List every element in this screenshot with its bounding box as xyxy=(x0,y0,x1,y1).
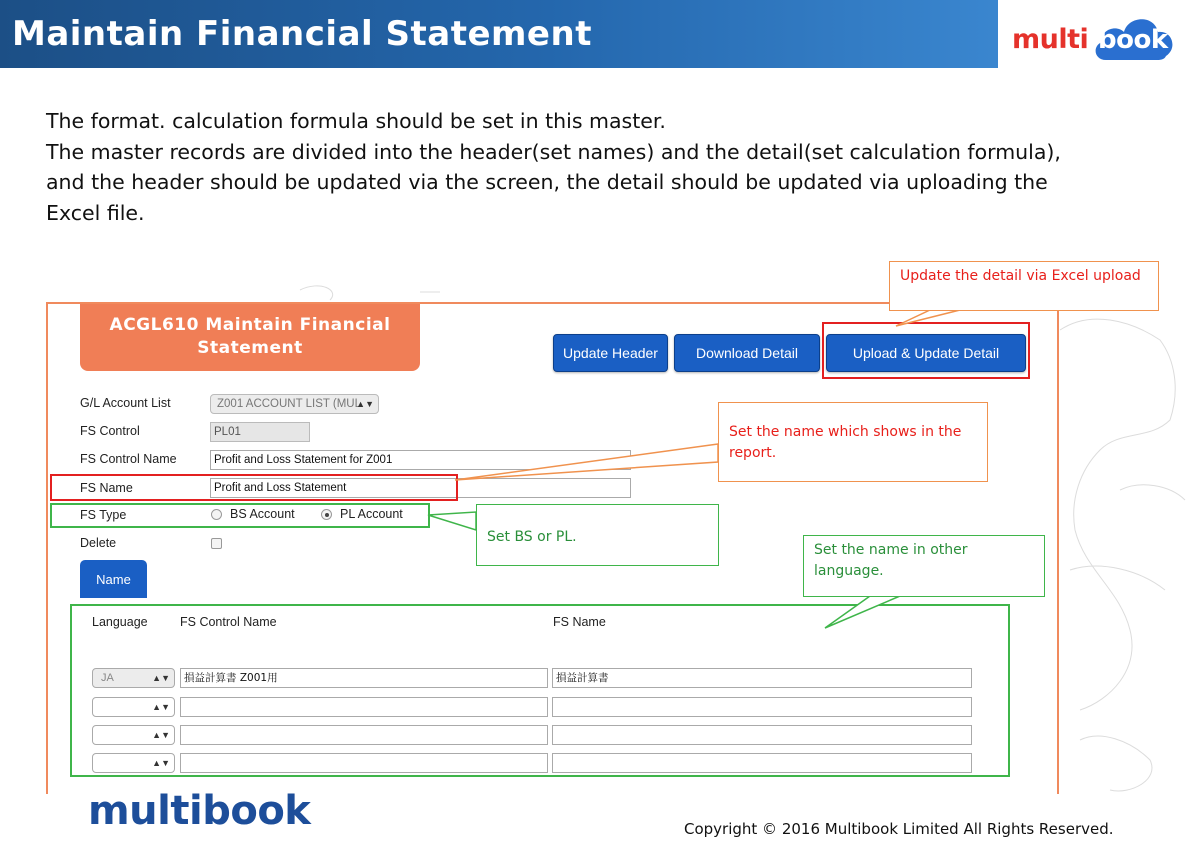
fs-type-callout: Set BS or PL. xyxy=(476,504,719,566)
tab-name[interactable]: Name xyxy=(80,560,147,598)
intro-text xyxy=(46,106,1156,228)
fs-control-name-label: FS Control Name xyxy=(80,452,177,466)
screen-title xyxy=(92,314,408,360)
footer-logo: multibook xyxy=(88,788,311,834)
fs-control-name-column-header: FS Control Name xyxy=(180,615,277,629)
upload-callout: Update the detail via Excel upload xyxy=(889,261,1159,311)
download-detail-button[interactable]: Download Detail xyxy=(674,334,820,372)
screen-title-line: Statement xyxy=(197,338,303,358)
copyright-text: Copyright © 2016 Multibook Limited All Rights Reserved. xyxy=(684,820,1114,838)
updown-arrow-icon: ▲▼ xyxy=(152,702,170,712)
updown-arrow-icon: ▲▼ xyxy=(152,730,170,740)
fs-control-label: FS Control xyxy=(80,424,140,438)
updown-arrow-icon: ▲▼ xyxy=(356,399,374,409)
update-header-button[interactable]: Update Header xyxy=(553,334,668,372)
updown-arrow-icon: ▲▼ xyxy=(152,673,170,683)
multibook-logo xyxy=(1012,12,1180,68)
slide-title: Maintain Financial Statement xyxy=(12,14,592,54)
fs-control-name-cell[interactable]: 損益計算書 Z001用 xyxy=(180,668,548,688)
logo-text-multi: multi xyxy=(1012,24,1089,55)
gl-account-list-select[interactable] xyxy=(210,394,379,414)
intro-line: The format. calculation formula should be set in this master. xyxy=(46,109,666,133)
fs-type-highlight xyxy=(50,503,430,528)
intro-line: The master records are divided into the header(set names) and the detail(set calculation formula), xyxy=(46,139,1061,164)
pl-account-radio-label: PL Account xyxy=(340,507,403,521)
fs-name-callout: Set the name which shows in the report. xyxy=(718,402,988,482)
language-column-header: Language xyxy=(92,615,148,629)
name-table-highlight xyxy=(70,604,1010,777)
gl-account-list-label: G/L Account List xyxy=(80,396,171,410)
bs-account-radio-label: BS Account xyxy=(230,507,295,521)
fs-type-label: FS Type xyxy=(80,508,127,522)
fs-control-field[interactable]: PL01 xyxy=(210,422,310,442)
title-banner xyxy=(0,0,998,68)
gl-account-list-value: Z001 ACCOUNT LIST (MUL xyxy=(217,398,362,410)
updown-arrow-icon: ▲▼ xyxy=(152,758,170,768)
upload-update-detail-button[interactable]: Upload & Update Detail xyxy=(826,334,1026,372)
language-value: JA xyxy=(101,672,114,684)
other-language-callout: Set the name in other language. xyxy=(803,535,1045,597)
fs-control-name-field[interactable]: Profit and Loss Statement for Z001 xyxy=(210,450,631,470)
intro-line: and the header should be updated via the screen, the detail should be updated via uploading the xyxy=(46,170,1048,194)
fs-name-cell[interactable]: 損益計算書 xyxy=(552,668,972,688)
logo-text-book: book xyxy=(1098,25,1168,55)
fs-name-field[interactable]: Profit and Loss Statement xyxy=(210,478,631,498)
fs-name-column-header: FS Name xyxy=(553,615,606,629)
fs-name-highlight xyxy=(50,474,458,501)
delete-label: Delete xyxy=(80,536,117,550)
screen-title-line: ACGL610 Maintain Financial xyxy=(109,315,391,335)
delete-checkbox[interactable] xyxy=(211,538,222,549)
intro-line: Excel file. xyxy=(46,200,145,225)
fs-name-label: FS Name xyxy=(80,481,133,495)
upload-button-highlight xyxy=(822,322,1030,379)
